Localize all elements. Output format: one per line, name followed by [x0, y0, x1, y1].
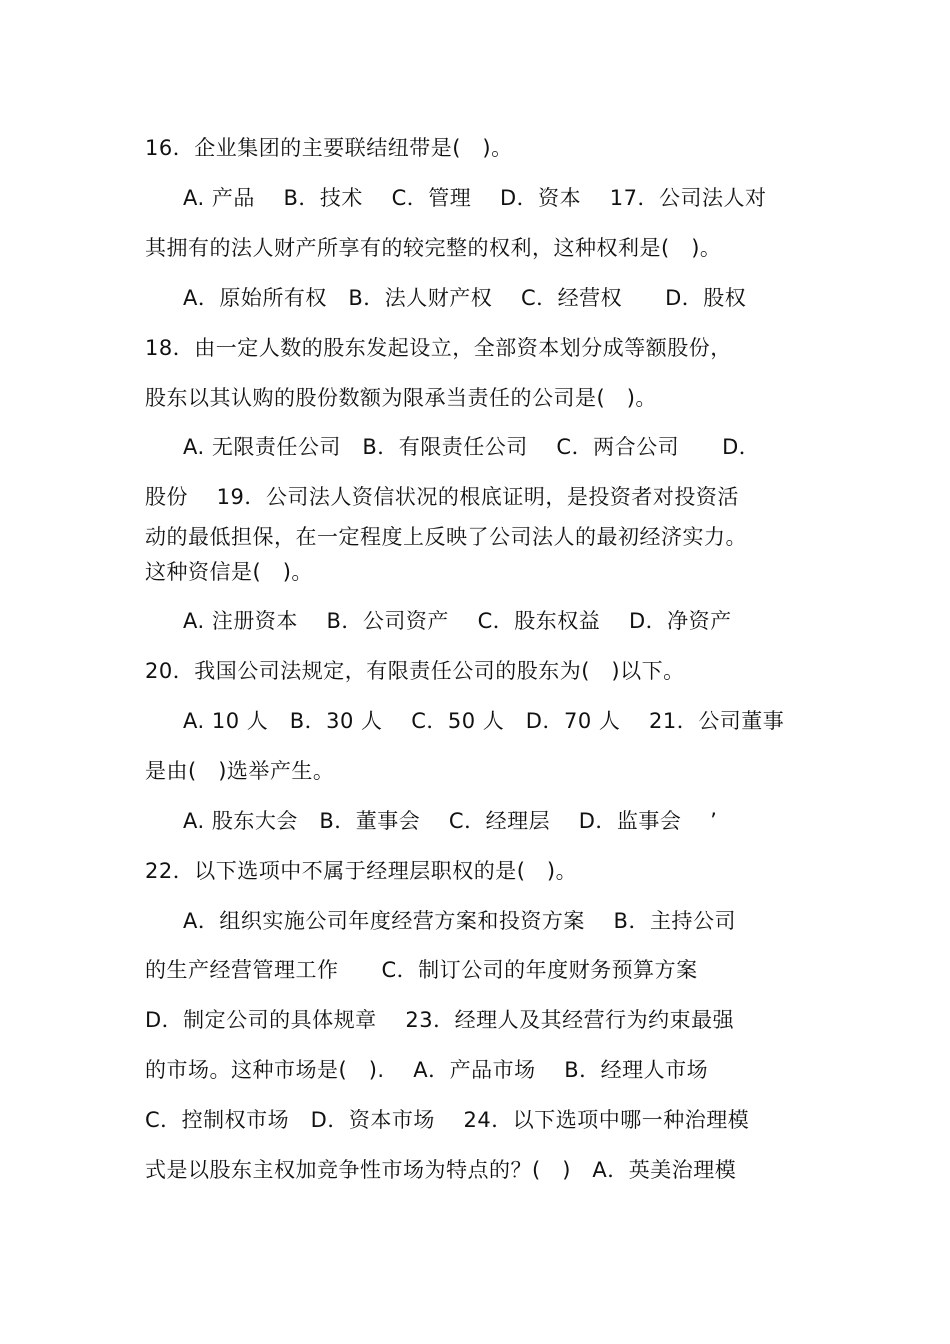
question-19-options-line: A. 注册资本 B．公司资产 C．股东权益 D．净资产: [183, 609, 732, 633]
question-21-options-line: A. 股东大会 B．董事会 C．经理层 D．监事会 ’: [183, 809, 718, 833]
question-18-text-line: 18．由一定人数的股东发起设立，全部资本划分成等额股份，: [145, 336, 732, 360]
question-19-text-line: 股份 19．公司法人资信状况的根底证明，是投资者对投资活: [145, 485, 739, 509]
question-22-options-line: A．组织实施公司年度经营方案和投资方案 B．主持公司: [183, 909, 736, 933]
question-22-options-line-2: 的生产经营管理工作 C．制订公司的年度财务预算方案: [145, 958, 698, 982]
question-21-text-line: 是由( )选举产生。: [145, 759, 335, 783]
question-20-text-line: 20．我国公司法规定，有限责任公司的股东为( )以下。: [145, 659, 685, 683]
question-16-line: 16．企业集团的主要联结纽带是( )。: [145, 136, 513, 160]
question-17-text-line: 其拥有的法人财产所享有的较完整的权利，这种权利是( )。: [145, 236, 722, 260]
question-17-options-line: A．原始所有权 B．法人财产权 C．经营权 D．股权: [183, 286, 747, 310]
question-24-text-line-2: 式是以股东主权加竞争性市场为特点的？( ) A．英美治理模: [145, 1158, 737, 1182]
question-22-text-line: 22．以下选项中不属于经理层职权的是( )。: [145, 859, 578, 883]
question-18-options-line: A. 无限责任公司 B．有限责任公司 C．两合公司 D．: [183, 435, 761, 459]
question-19-text-line-3: 这种资信是( )。: [145, 560, 313, 584]
question-23-options-line: 的市场。这种市场是( ). A．产品市场 B．经理人市场: [145, 1058, 709, 1082]
question-20-options-line: A. 10 人 B．30 人 C．50 人 D．70 人 21．公司董事: [183, 709, 785, 733]
question-18-text-line-2: 股东以其认购的股份数额为限承当责任的公司是( )。: [145, 386, 657, 410]
question-24-text-line: C．控制权市场 D．资本市场 24．以下选项中哪一种治理模: [145, 1108, 750, 1132]
question-23-text-line: D．制定公司的具体规章 23．经理人及其经营行为约束最强: [145, 1008, 735, 1032]
question-16-options-line: A. 产品 B．技术 C．管理 D．资本 17．公司法人对: [183, 186, 767, 210]
question-19-text-line-2: 动的最低担保，在一定程度上反映了公司法人的最初经济实力。: [145, 525, 747, 549]
